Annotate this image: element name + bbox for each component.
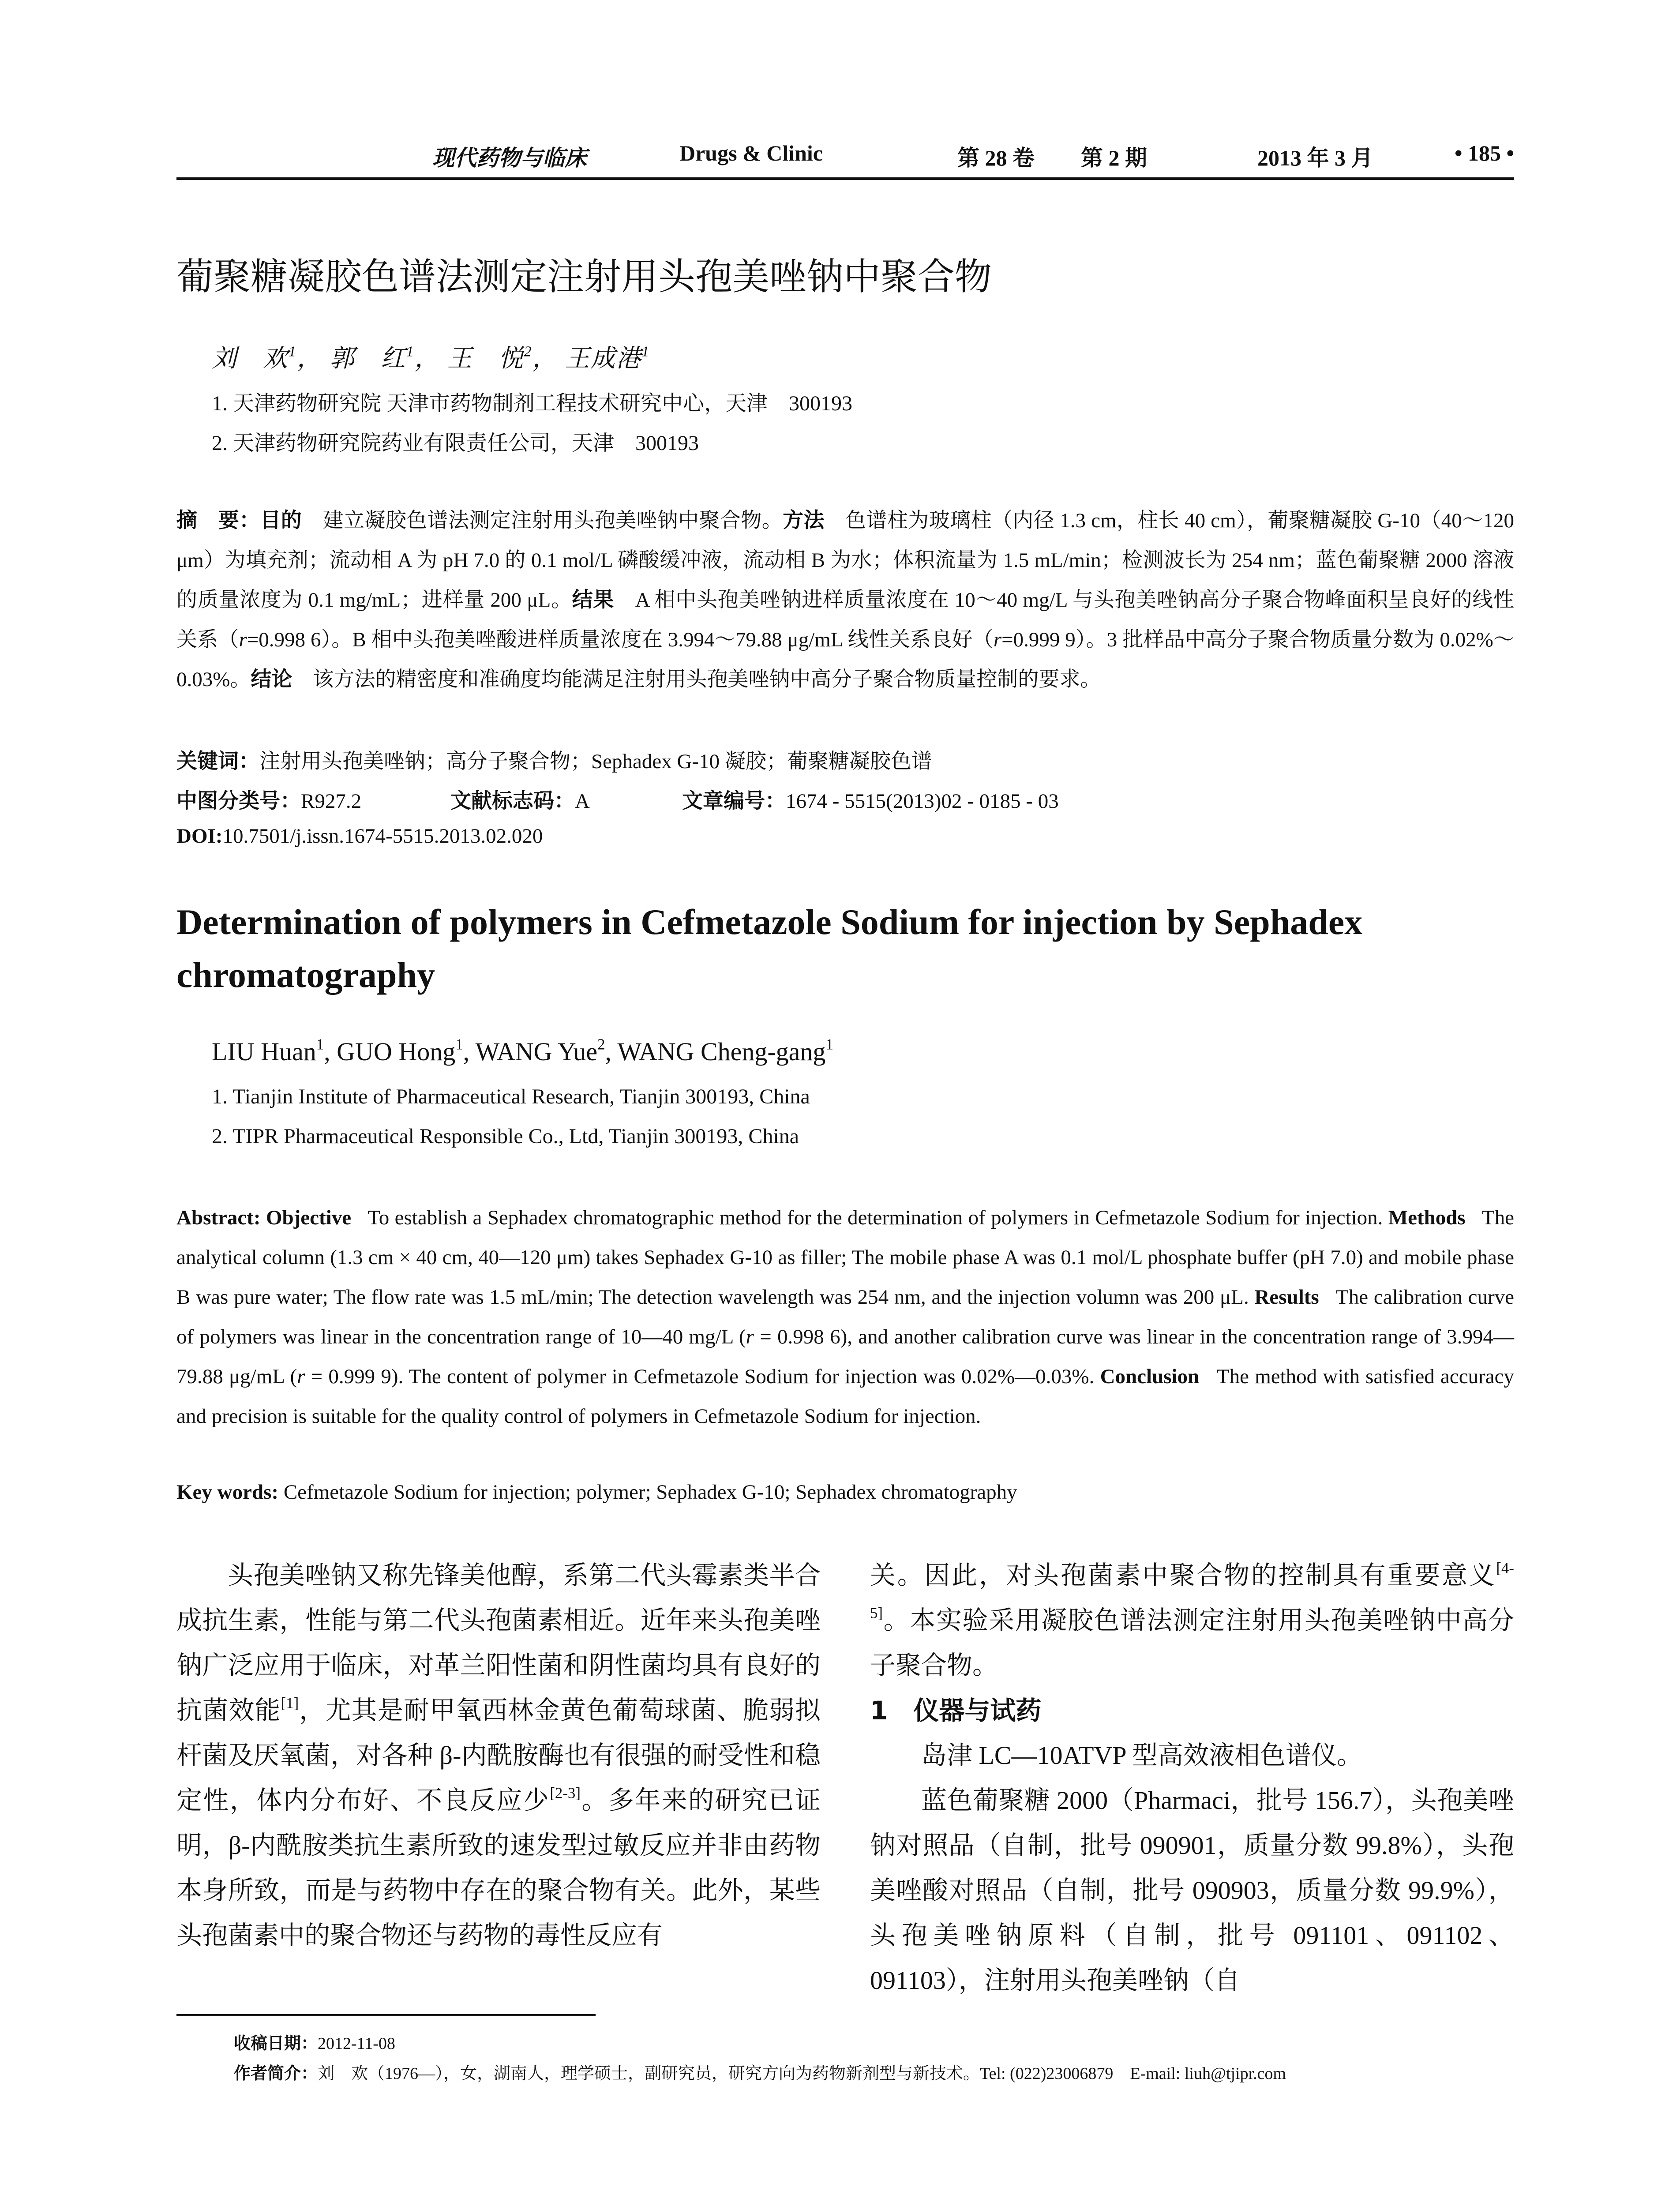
classification-line — [176, 784, 1059, 814]
doi-value: 10.7501/j.issn.1674-5515.2013.02.020 — [222, 825, 543, 848]
title-zh: 葡聚糖凝胶色谱法测定注射用头孢美唑钠中聚合物 — [176, 255, 992, 298]
body-text: ，尤其是耐甲氧西林金黄色葡萄球菌、脆弱拟杆菌及厌氧菌，对各种 β-内酰胺酶也有很强的耐受性和稳定性，体内分布好、不良反应少 — [176, 1696, 821, 1815]
keywords-label: 关键词： — [176, 749, 259, 773]
author-bio — [234, 2060, 1286, 2084]
footnote-rule — [176, 2014, 596, 2016]
conclusion-label: Conclusion — [1100, 1365, 1200, 1388]
running-header — [176, 140, 1514, 171]
conclusion-text: The method with satisfied accuracy and precision is suitable for the quality control of polymers in Cefmetazole Sodium for injection. — [176, 1365, 1514, 1428]
abstract-objective-label: Abstract: Objective — [176, 1206, 352, 1229]
results-r-symbol: r — [746, 1325, 754, 1348]
journal-name-en: Drugs & Clinic — [679, 141, 823, 165]
affiliation-en-2: 2. TIPR Pharmaceutical Responsible Co., Ltd, Tianjin 300193, China — [212, 1125, 799, 1148]
keywords-text: Cefmetazole Sodium for injection; polymer; Sephadex G-10; Sephadex chromatography — [283, 1481, 1017, 1504]
issue: 第 2 期 — [1081, 146, 1147, 170]
methods-text: 色谱柱为玻璃柱（内径 1.3 cm，柱长 40 cm），葡聚糖凝胶 G-10（40～120 μm）为填充剂；流动相 A 为 pH 7.0 的 0.1 mol/L 磷酸缓冲液，流动相 B 为水；体积流量为 1.5 mL/min；检测波长为 254 nm；蓝色葡聚糖 2000 溶液的质量浓度为 0.1 mg/mL；进样量 200 μL。 — [176, 509, 1515, 612]
publication-date: 2013 年 3 月 — [1257, 146, 1373, 170]
volume: 第 28 卷 — [957, 146, 1035, 170]
bio-text: 刘 欢（1976—），女，湖南人，理学硕士，副研究员，研究方向为药物新剂型与新技术。Tel: (022)23006879 E-mail: liuh@tjipr.com — [318, 2064, 1286, 2083]
header-rule — [176, 177, 1514, 180]
author-name: WANG Yue — [475, 1037, 598, 1066]
author-name: WANG Cheng-gang — [617, 1037, 826, 1066]
received-date — [234, 2030, 395, 2054]
results-text: A 相中头孢美唑钠进样质量浓度在 10～40 mg/L 与头孢美唑钠高分子聚合物峰面积呈良好的线性关系（ — [176, 589, 1515, 651]
author-affil-mark: 1 — [825, 1035, 833, 1053]
citation: [1] — [281, 1694, 299, 1712]
conclusion-text: 该方法的精密度和准确度均能满足注射用头孢美唑钠中高分子聚合物质量控制的要求。 — [313, 668, 1101, 691]
results-text: =0.999 9）。3 批样品中高分子聚合物质量分数为 0.02%～0.03%。 — [176, 628, 1514, 691]
doi-line — [176, 824, 543, 848]
body-right-column — [870, 1553, 1514, 2003]
article-number-value: 1674 - 5515(2013)02 - 0185 - 03 — [785, 790, 1059, 813]
clc-value: R927.2 — [301, 790, 362, 813]
clc-label: 中图分类号： — [176, 789, 301, 813]
keywords-zh — [176, 745, 932, 774]
authors-en — [212, 1037, 833, 1066]
author-separator: ， — [296, 345, 322, 372]
received-value: 2012-11-08 — [318, 2034, 395, 2053]
body-text: 头孢美唑钠又称先锋美他醇，系第二代头霉素类半合成抗生素，性能与第二代头孢菌素相近。近年来头孢美唑钠广泛应用于临床，对革兰阳性菌和阴性菌均具有良好的抗菌效能 — [176, 1561, 821, 1725]
author-affil-mark: 1 — [289, 343, 297, 360]
received-label: 收稿日期： — [234, 2033, 318, 2053]
author-separator: , — [463, 1037, 476, 1066]
methods-text: The analytical column (1.3 cm × 40 cm, 40—120 μm) takes Sephadex G-10 as filler; The mobile phase A was 0.1 mol/L phosphate buffer (pH 7.0) and mobile phase B was pure water; The flow rate was 1.5 mL/min; The detection wavelength was 254 nm, and the injection volumn was 200 μL. — [176, 1206, 1515, 1309]
journal-name-zh: 现代药物与临床 — [432, 145, 587, 171]
author-separator: ， — [532, 345, 558, 372]
author-name: 王 悦 — [447, 345, 524, 372]
affiliation-en-1: 1. Tianjin Institute of Pharmaceutical Research, Tianjin 300193, China — [212, 1085, 810, 1108]
keywords-en — [176, 1480, 1017, 1504]
body-text: 关。因此，对头孢菌素中聚合物的控制具有重要意义 — [870, 1561, 1496, 1590]
body-text: 。多年来的研究已证明，β-内酰胺类抗生素所致的速发型过敏反应并非由药物本身所致，而是与药物中存在的聚合物有关。此外，某些头孢菌素中的聚合物还与药物的毒性反应有 — [176, 1786, 821, 1950]
author-name: 王成港 — [565, 345, 642, 372]
doi-label: DOI: — [176, 825, 223, 848]
paragraph: 蓝色葡聚糖 2000（Pharmaci，批号 156.7），头孢美唑钠对照品（自制，批号 090901，质量分数 99.8%），头孢美唑酸对照品（自制，批号 090903，质量分数 99.9%），头孢美唑钠原料（自制，批号 091101、091102、091103），注射用头孢美唑钠（自 — [870, 1786, 1514, 1995]
title-en: Determination of polymers in Cefmetazole Sodium for injection by Sephadex chromatography — [176, 902, 1363, 995]
author-separator: , — [605, 1037, 618, 1066]
results-r-symbol: r — [297, 1365, 305, 1388]
paragraph: 岛津 LC—10ATVP 型高效液相色谱仪。 — [921, 1741, 1362, 1770]
body-text: 。本实验采用凝胶色谱法测定注射用头孢美唑钠中高分子聚合物。 — [870, 1606, 1514, 1680]
author-name: LIU Huan — [212, 1037, 316, 1066]
author-affil-mark: 1 — [316, 1035, 324, 1053]
methods-label: Methods — [1388, 1206, 1466, 1229]
objective-text: To establish a Sephadex chromatographic method for the determination of polymers in Cefmetazole Sodium for injection. — [368, 1206, 1383, 1229]
authors-zh — [212, 339, 650, 374]
author-separator: ， — [414, 345, 440, 372]
doc-code-value: A — [574, 790, 589, 813]
paragraph — [870, 1553, 1514, 1688]
citation: [4-5] — [870, 1559, 1514, 1622]
objective-label: 目的 — [260, 508, 302, 533]
results-text: = 0.998 6), and another calibration curve was linear in the concentration range of 3.994—79.88 μg/mL ( — [176, 1325, 1514, 1388]
author-separator: , — [324, 1037, 337, 1066]
doc-code-label: 文献标志码： — [450, 789, 575, 813]
abstract-label: 摘 要： — [176, 508, 260, 533]
conclusion-label: 结论 — [251, 667, 292, 691]
author-name: GUO Hong — [337, 1037, 456, 1066]
results-text: The calibration curve of polymers was linear in the concentration range of 10—40 mg/L ( — [176, 1286, 1515, 1348]
author-affil-mark: 1 — [406, 343, 415, 360]
keywords-text: 注射用头孢美唑钠；高分子聚合物；Sephadex G-10 凝胶；葡聚糖凝胶色谱 — [259, 750, 932, 773]
results-text: =0.998 6）。B 相中头孢美唑酸进样质量浓度在 3.994～79.88 μg/mL 线性关系良好（ — [247, 628, 994, 651]
results-r-symbol: r — [239, 628, 247, 651]
author-name: 郭 红 — [329, 345, 406, 372]
objective-text: 建立凝胶色谱法测定注射用头孢美唑钠中聚合物。 — [322, 509, 783, 532]
results-label: Results — [1254, 1286, 1319, 1309]
author-name: 刘 欢 — [212, 345, 289, 372]
section-heading: 1 仪器与试药 — [870, 1696, 1042, 1726]
author-affil-mark: 2 — [524, 343, 532, 360]
article-number-label: 文章编号： — [682, 789, 786, 813]
author-affil-mark: 1 — [641, 343, 650, 360]
body-left-column — [176, 1553, 821, 1958]
bio-label: 作者简介： — [234, 2063, 318, 2083]
author-affil-mark: 1 — [455, 1035, 463, 1053]
results-r-symbol: r — [993, 628, 1002, 651]
results-text: = 0.999 9). The content of polymer in Cefmetazole Sodium for injection was 0.02%—0.03%. — [305, 1365, 1095, 1388]
results-label: 结果 — [572, 588, 615, 612]
citation: [2-3] — [550, 1784, 581, 1802]
affiliation-zh-2: 2. 天津药物研究院药业有限责任公司，天津 300193 — [212, 431, 699, 455]
page-number: • 185 • — [1454, 141, 1514, 165]
abstract-en — [176, 1198, 1514, 1436]
keywords-label: Key words: — [176, 1481, 279, 1504]
abstract-zh — [176, 501, 1514, 699]
methods-label: 方法 — [783, 508, 825, 533]
author-affil-mark: 2 — [597, 1035, 605, 1053]
affiliation-zh-1: 1. 天津药物研究院 天津市药物制剂工程技术研究中心，天津 300193 — [212, 392, 853, 415]
